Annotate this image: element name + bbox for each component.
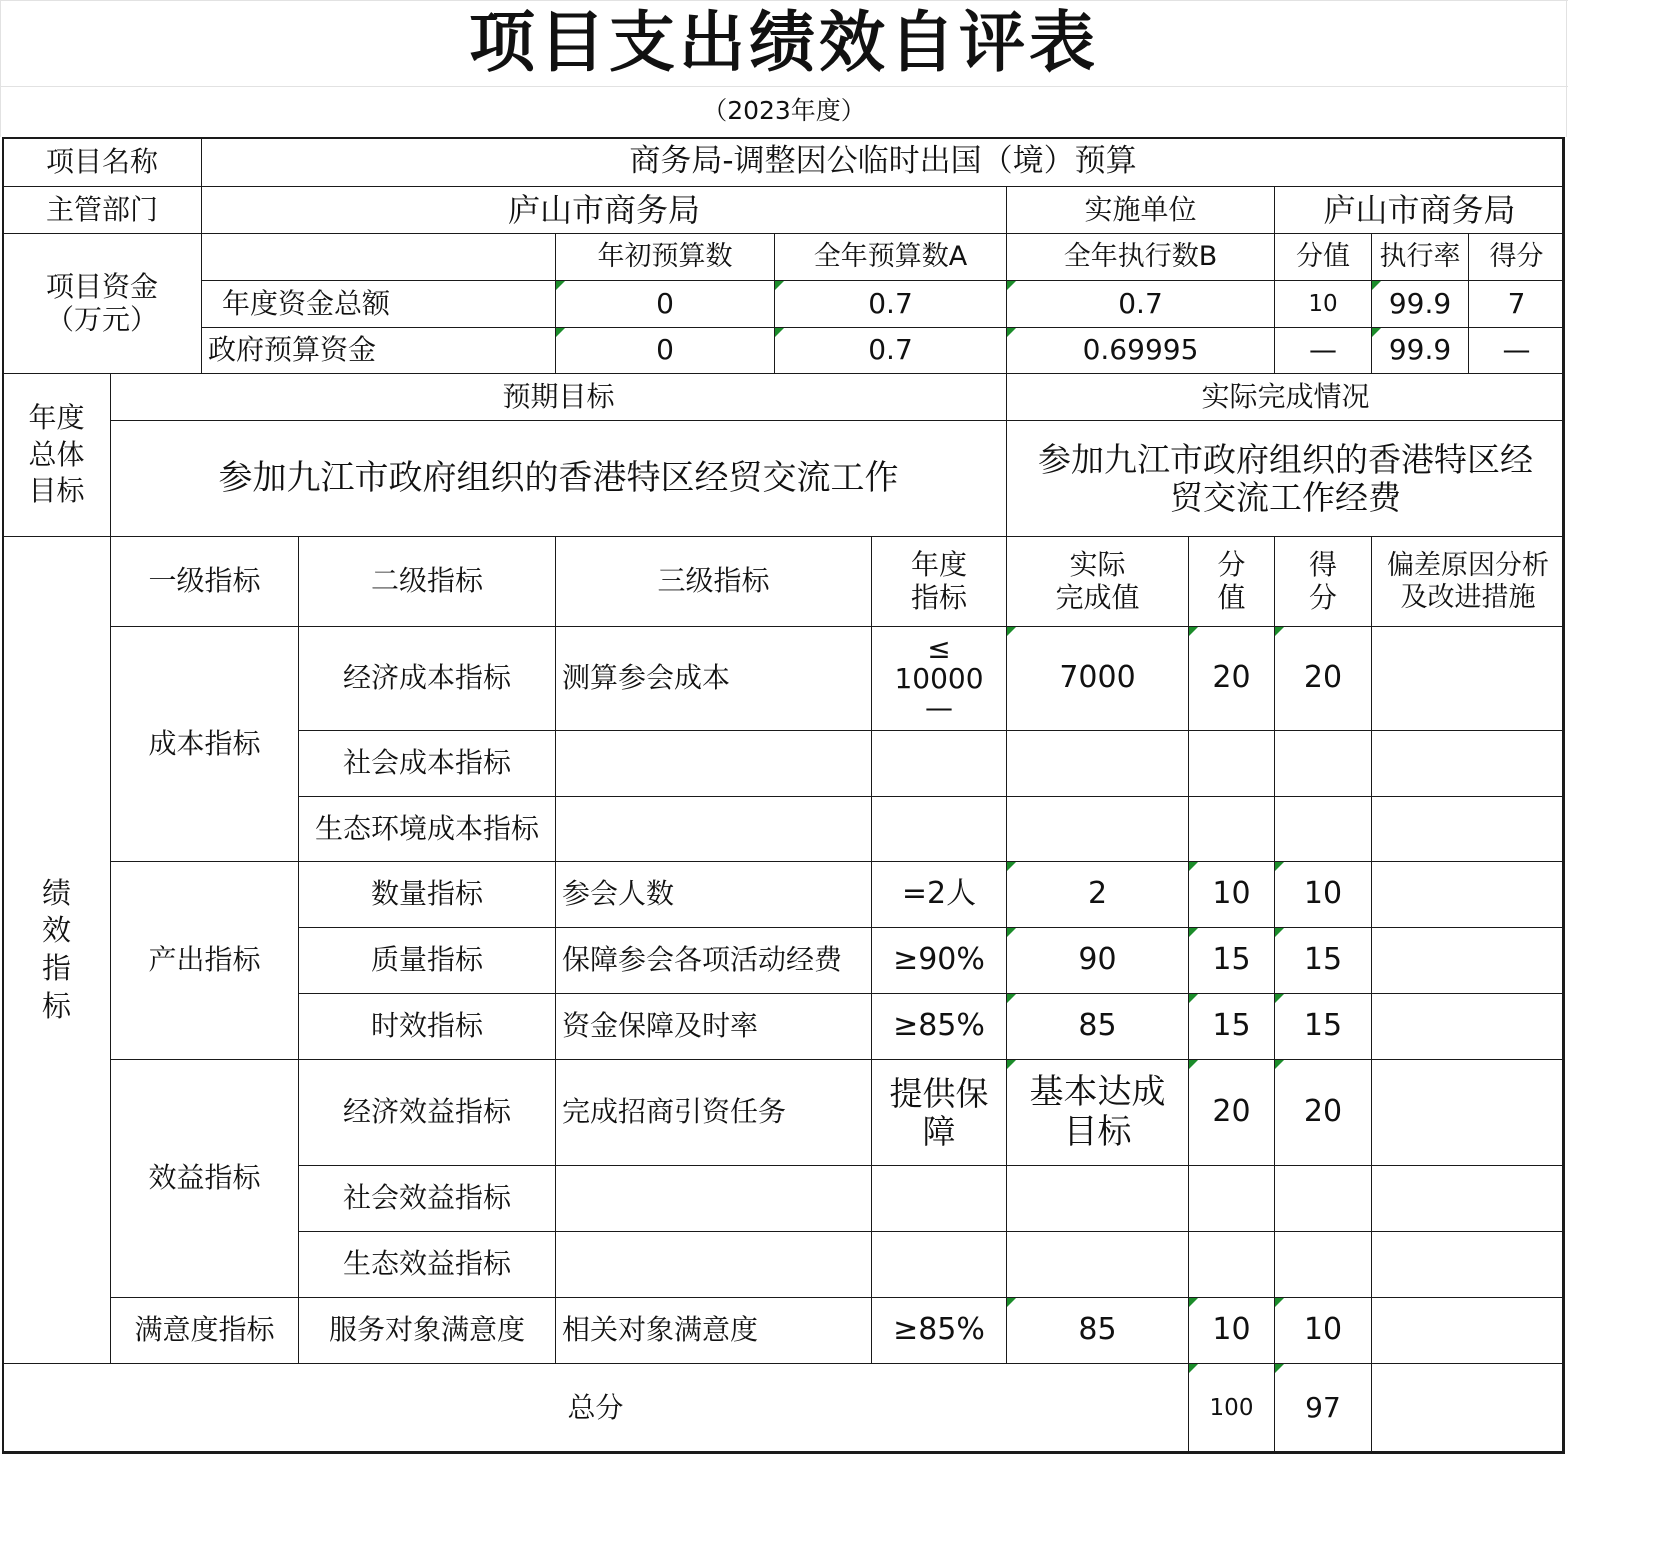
indicator-level3 [555, 993, 872, 1060]
indicator-level2-text: 质量指标 [370, 943, 483, 977]
indicator-actual [1006, 861, 1189, 928]
total-full-a-value [774, 280, 1007, 328]
cell-flag-icon [1189, 994, 1198, 1003]
gov-rate-value [1371, 327, 1469, 374]
header-budget-init [555, 233, 775, 281]
total-score-value-text: 7 [1507, 286, 1526, 320]
total-full-a-value-text: 0.7 [868, 286, 913, 320]
label-project-name-text: 项目名称 [45, 144, 158, 178]
indicator-level2 [298, 993, 556, 1060]
header-deviation [1371, 536, 1565, 627]
level1-benefit [110, 1059, 299, 1298]
gov-weight-value-text: — [1309, 333, 1337, 367]
gov-full-a-value-text: 0.7 [868, 333, 913, 367]
indicator-level3 [555, 1059, 872, 1166]
total-weight-text: 100 [1209, 1395, 1254, 1422]
indicator-weight-text: 10 [1212, 1312, 1251, 1348]
indicator-deviation-note [1371, 626, 1565, 731]
indicator-level3 [555, 626, 872, 731]
label-gov-budget-text: 政府预算资金 [208, 333, 377, 367]
page-title [0, 0, 1568, 86]
label-project-name [2, 137, 202, 187]
cell-flag-icon [556, 328, 565, 337]
indicator-target-text: 提供保 障 [889, 1073, 989, 1151]
indicator-actual [1006, 796, 1189, 862]
gov-exec-b-value [1006, 327, 1275, 374]
indicator-actual-text: 85 [1078, 1312, 1117, 1348]
indicator-score-text: 15 [1303, 942, 1343, 978]
cell-flag-icon [1275, 627, 1284, 636]
cell-flag-icon [556, 281, 565, 290]
dept-value [201, 186, 1007, 234]
cell-flag-icon [1372, 281, 1381, 290]
header-actual-value-text: 实际 完成值 [1055, 548, 1140, 614]
level1-satisfaction-text: 满意度指标 [134, 1313, 275, 1347]
cell-flag-icon [1007, 1298, 1016, 1307]
gov-init-value [555, 327, 775, 374]
indicator-score-text: 15 [1303, 1008, 1343, 1044]
indicator-actual [1006, 1231, 1189, 1298]
header-weight-v [1188, 536, 1275, 627]
indicator-score [1274, 1165, 1372, 1232]
total-exec-b-value [1006, 280, 1275, 328]
header-level1-text: 一级指标 [148, 564, 261, 598]
indicator-score [1274, 626, 1372, 731]
indicator-score-text: 20 [1303, 660, 1343, 696]
header-level1 [110, 536, 299, 627]
cell-flag-icon [1007, 281, 1016, 290]
indicator-target [871, 1297, 1007, 1364]
header-score-v [1274, 536, 1372, 627]
indicator-level2-text: 经济成本指标 [342, 661, 511, 695]
indicator-target [871, 927, 1007, 994]
header-actual-value [1006, 536, 1189, 627]
header-score-text: 得分 [1489, 241, 1544, 273]
indicator-weight [1188, 796, 1275, 862]
indicator-actual-text: 85 [1078, 1008, 1117, 1044]
header-score [1468, 233, 1565, 281]
indicator-weight [1188, 1165, 1275, 1232]
indicator-actual [1006, 1297, 1189, 1364]
indicator-target [871, 796, 1007, 862]
indicator-actual-text: 2 [1087, 876, 1108, 912]
header-level3 [555, 536, 872, 627]
indicator-level2 [298, 1059, 556, 1166]
report-year-text: （2023年度） [702, 96, 866, 126]
indicator-weight-text: 10 [1212, 876, 1251, 912]
cell-flag-icon [1189, 1364, 1198, 1373]
gov-score-value [1468, 327, 1565, 374]
indicator-score [1274, 796, 1372, 862]
label-total-text: 总分 [567, 1391, 624, 1425]
header-annual-indicator [871, 536, 1007, 627]
indicator-weight [1188, 730, 1275, 797]
gov-exec-b-value-text: 0.69995 [1082, 333, 1199, 367]
indicator-actual [1006, 626, 1189, 731]
header-exec-full-b [1006, 233, 1275, 281]
total-score-value [1468, 280, 1565, 328]
label-gov-budget [201, 327, 556, 374]
indicator-actual [1006, 1059, 1189, 1166]
indicator-level3-text: 资金保障及时率 [562, 1009, 759, 1043]
header-actual-status [1006, 373, 1565, 421]
label-impl-unit-text: 实施单位 [1084, 192, 1197, 226]
indicator-level2-text: 生态环境成本指标 [314, 811, 539, 845]
indicator-weight [1188, 1297, 1275, 1364]
indicator-level2 [298, 861, 556, 928]
indicator-actual [1006, 927, 1189, 994]
indicator-level3-text: 保障参会各项活动经费 [562, 943, 843, 977]
indicator-deviation-note [1371, 861, 1565, 928]
indicator-deviation-note [1371, 927, 1565, 994]
cell-flag-icon [1007, 328, 1016, 337]
indicator-level2-text: 经济效益指标 [342, 1095, 511, 1129]
label-annual-goal [2, 373, 111, 537]
header-budget-full-a-text: 全年预算数A [813, 241, 968, 273]
indicator-actual-text: 基本达成 目标 [1029, 1072, 1166, 1152]
indicator-level3 [555, 861, 872, 928]
total-weight-value [1274, 280, 1372, 328]
indicator-level2 [298, 927, 556, 994]
indicator-deviation-note [1371, 796, 1565, 862]
indicator-level2-text: 服务对象满意度 [328, 1313, 525, 1347]
header-exec-rate [1371, 233, 1469, 281]
indicator-level2 [298, 1165, 556, 1232]
funds-header-blank [201, 233, 556, 281]
cell-flag-icon [1007, 862, 1016, 871]
expected-goal-text [110, 420, 1007, 537]
indicator-score [1274, 1059, 1372, 1166]
indicator-target-text: ≥90% [893, 942, 985, 978]
header-exec-full-b-text: 全年执行数B [1063, 241, 1218, 273]
impl-unit-value [1274, 186, 1565, 234]
total-score [1274, 1363, 1372, 1454]
total-weight-value-text: 10 [1308, 290, 1338, 317]
total-init-value [555, 280, 775, 328]
indicator-target [871, 1165, 1007, 1232]
cell-flag-icon [775, 281, 784, 290]
cell-flag-icon [1275, 994, 1284, 1003]
indicator-weight [1188, 861, 1275, 928]
indicator-level3 [555, 927, 872, 994]
label-annual-goal-text: 年度 总体 目标 [28, 401, 85, 508]
cell-flag-icon [1189, 1298, 1198, 1307]
gov-init-value-text: 0 [656, 333, 674, 367]
gov-rate-value-text: 99.9 [1388, 333, 1452, 367]
header-actual-status-text: 实际完成情况 [1201, 379, 1370, 413]
cell-flag-icon [1275, 1298, 1284, 1307]
indicator-deviation-note [1371, 1165, 1565, 1232]
level1-cost-text: 成本指标 [148, 726, 261, 760]
indicator-weight-text: 20 [1212, 660, 1251, 696]
header-weight [1274, 233, 1372, 281]
indicator-weight-text: 15 [1212, 942, 1251, 978]
page-title-text: 项目支出绩效自评表 [469, 3, 1099, 82]
indicator-weight-text: 20 [1212, 1094, 1251, 1130]
indicator-weight [1188, 927, 1275, 994]
label-funds [2, 233, 202, 374]
indicator-weight [1188, 1231, 1275, 1298]
indicator-score-text: 10 [1303, 1312, 1343, 1348]
level1-output [110, 861, 299, 1060]
label-impl-unit [1006, 186, 1275, 234]
actual-status-text-text: 参加九江市政府组织的香港特区经 贸交流工作经费 [1038, 439, 1533, 517]
indicator-deviation-note [1371, 1059, 1565, 1166]
total-init-value-text: 0 [656, 286, 674, 320]
label-dept [2, 186, 202, 234]
expected-goal-text-text: 参加九江市政府组织的香港特区经贸交流工作 [218, 457, 899, 498]
level1-cost [110, 626, 299, 862]
project-name-value-text: 商务局-调整因公临时出国（境）预算 [629, 143, 1137, 180]
total-rate-value [1371, 280, 1469, 328]
header-expected-goal [110, 373, 1007, 421]
indicator-actual [1006, 1165, 1189, 1232]
indicator-weight-text: 15 [1212, 1008, 1251, 1044]
indicator-level2-text: 时效指标 [370, 1009, 483, 1043]
total-note [1371, 1363, 1565, 1454]
indicator-target [871, 1231, 1007, 1298]
indicator-target [871, 861, 1007, 928]
header-deviation-text: 偏差原因分析 及改进措施 [1387, 550, 1549, 613]
indicator-weight [1188, 1059, 1275, 1166]
cell-flag-icon [1275, 928, 1284, 937]
indicator-deviation-note [1371, 730, 1565, 797]
indicator-level2 [298, 730, 556, 797]
header-exec-rate-text: 执行率 [1379, 241, 1461, 273]
indicator-score [1274, 1231, 1372, 1298]
label-dept-text: 主管部门 [45, 192, 158, 226]
header-expected-goal-text: 预期目标 [502, 379, 615, 413]
cell-flag-icon [1372, 328, 1381, 337]
indicator-target [871, 993, 1007, 1060]
cell-flag-icon [1007, 994, 1016, 1003]
indicator-actual [1006, 993, 1189, 1060]
gov-full-a-value [774, 327, 1007, 374]
label-annual-total [201, 280, 556, 328]
indicator-level2-text: 数量指标 [370, 877, 483, 911]
header-score-v-text: 得 分 [1308, 548, 1337, 614]
gov-weight-value [1274, 327, 1372, 374]
cell-flag-icon [1007, 928, 1016, 937]
cell-flag-icon [1189, 862, 1198, 871]
indicator-target-text: =2人 [901, 876, 977, 912]
label-perf-indicators [2, 536, 111, 1364]
indicator-score [1274, 927, 1372, 994]
total-score-text: 97 [1305, 1391, 1341, 1425]
level1-satisfaction [110, 1297, 299, 1364]
indicator-weight [1188, 993, 1275, 1060]
project-name-value [201, 137, 1565, 187]
indicator-level3-text: 参会人数 [562, 877, 675, 911]
indicator-actual-text: 90 [1078, 942, 1117, 978]
cell-flag-icon [1189, 1060, 1198, 1069]
indicator-target [871, 1059, 1007, 1166]
indicator-weight [1188, 626, 1275, 731]
level1-output-text: 产出指标 [148, 943, 261, 977]
total-weight [1188, 1363, 1275, 1454]
label-annual-total-text: 年度资金总额 [222, 286, 391, 320]
cell-flag-icon [1007, 1060, 1016, 1069]
cell-flag-icon [1007, 627, 1016, 636]
indicator-level3-text: 完成招商引资任务 [562, 1095, 787, 1129]
indicator-level3-text: 测算参会成本 [562, 661, 731, 695]
indicator-score-text: 20 [1303, 1094, 1343, 1130]
cell-flag-icon [1189, 627, 1198, 636]
indicator-level3 [555, 730, 872, 797]
indicator-target-text: ≥85% [893, 1312, 985, 1348]
indicator-score [1274, 993, 1372, 1060]
indicator-target-text: ≥85% [893, 1008, 985, 1044]
indicator-target [871, 626, 1007, 731]
indicator-level3 [555, 1231, 872, 1298]
cell-flag-icon [1275, 1364, 1284, 1373]
cell-flag-icon [1275, 862, 1284, 871]
dept-value-text: 庐山市商务局 [507, 190, 700, 229]
cell-flag-icon [1275, 1060, 1284, 1069]
indicator-deviation-note [1371, 1297, 1565, 1364]
indicator-score [1274, 1297, 1372, 1364]
level1-benefit-text: 效益指标 [148, 1161, 261, 1195]
indicator-level2 [298, 1231, 556, 1298]
indicator-score [1274, 730, 1372, 797]
impl-unit-value-text: 庐山市商务局 [1323, 190, 1516, 229]
actual-status-text [1006, 420, 1565, 537]
total-rate-value-text: 99.9 [1388, 286, 1452, 320]
header-weight-text: 分值 [1296, 241, 1350, 273]
indicator-level2-text: 生态效益指标 [342, 1247, 511, 1281]
cell-flag-icon [1189, 928, 1198, 937]
indicator-target [871, 730, 1007, 797]
gov-score-value-text: — [1502, 333, 1531, 367]
indicator-level2-text: 社会效益指标 [342, 1181, 511, 1215]
indicator-level2 [298, 1297, 556, 1364]
header-level2-text: 二级指标 [370, 564, 483, 598]
cell-flag-icon [775, 328, 784, 337]
indicator-level3-text: 相关对象满意度 [562, 1313, 759, 1347]
label-total [2, 1363, 1189, 1454]
header-annual-indicator-text: 年度 指标 [910, 548, 967, 614]
report-year [0, 86, 1568, 137]
indicator-level3 [555, 1165, 872, 1232]
total-exec-b-value-text: 0.7 [1118, 286, 1163, 320]
indicator-deviation-note [1371, 993, 1565, 1060]
header-budget-init-text: 年初预算数 [597, 241, 733, 273]
indicator-score [1274, 861, 1372, 928]
header-weight-v-text: 分 值 [1217, 548, 1246, 614]
indicator-level3 [555, 1297, 872, 1364]
indicator-actual-text: 7000 [1059, 660, 1136, 696]
indicator-target-text: ≤ 10000 — [894, 632, 984, 725]
header-level2 [298, 536, 556, 627]
indicator-level2 [298, 626, 556, 731]
header-budget-full-a [774, 233, 1007, 281]
header-level3-text: 三级指标 [657, 564, 770, 598]
indicator-actual [1006, 730, 1189, 797]
indicator-level2 [298, 796, 556, 862]
indicator-level2-text: 社会成本指标 [342, 746, 511, 780]
indicator-score-text: 10 [1303, 876, 1343, 912]
label-funds-text: 项目资金 （万元） [45, 270, 158, 336]
label-perf-indicators-text: 绩 效 指 标 [41, 875, 71, 1023]
indicator-deviation-note [1371, 1231, 1565, 1298]
indicator-level3 [555, 796, 872, 862]
